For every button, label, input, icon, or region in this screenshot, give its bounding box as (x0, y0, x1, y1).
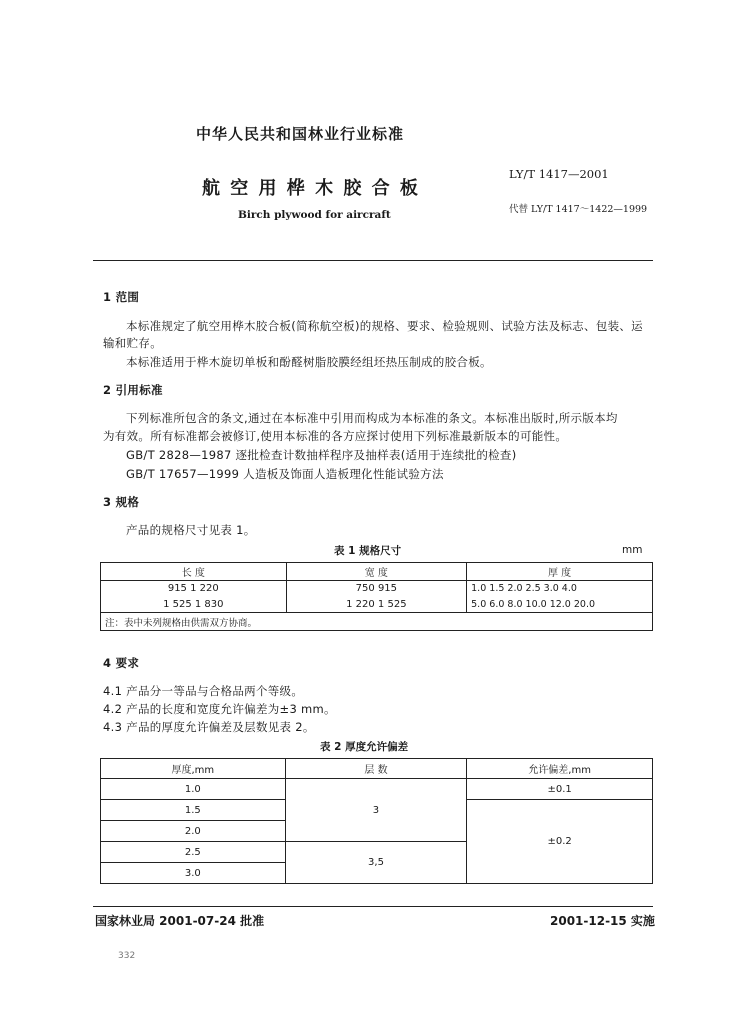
section-1-heading: 1 范围 (103, 290, 140, 304)
table-cell: 1.0 (101, 779, 286, 800)
table-2-header-thickness: 厚度,mm (101, 759, 286, 779)
table-cell: 3.0 (101, 863, 286, 884)
section-3-heading: 3 规格 (103, 495, 140, 509)
clause-4-2: 4.2 产品的长度和宽度允许偏差为±3 mm。 (103, 702, 336, 716)
table-2 (100, 758, 653, 884)
table-cell: 750 915 (286, 581, 467, 597)
table-1-unit: mm (622, 544, 643, 556)
clause-4-3: 4.3 产品的厚度允许偏差及层数见表 2。 (103, 720, 315, 734)
replaces-note: 代替 LY/T 1417～1422—1999 (509, 204, 648, 215)
table-1-header-width: 宽 度 (286, 563, 467, 581)
table-cell: 5.0 6.0 8.0 10.0 12.0 20.0 (467, 597, 653, 613)
table-2-header-tolerance: 允许偏差,mm (467, 759, 653, 779)
page-number: 332 (118, 951, 136, 961)
section-2-para-1a: 下列标准所包含的条文,通过在本标准中引用而构成为本标准的条文。本标准出版时,所示版本均 (126, 411, 618, 425)
table-cell: 1 525 1 830 (101, 597, 287, 613)
table-cell: ±0.2 (467, 800, 653, 884)
approval-date: 国家林业局 2001-07-24 批准 (95, 914, 265, 928)
reference-gb17657: GB/T 17657—1999 人造板及饰面人造板理化性能试验方法 (126, 467, 444, 481)
section-1-para-1a: 本标准规定了航空用桦木胶合板(简称航空板)的规格、要求、检验规则、试验方法及标志、包装、运 (126, 319, 643, 333)
table-2-header-layers: 层 数 (285, 759, 467, 779)
standard-code: LY/T 1417—2001 (509, 167, 609, 181)
table-1 (100, 562, 653, 631)
table-cell: 1.5 (101, 800, 286, 821)
section-1-para-1b: 输和贮存。 (103, 336, 162, 350)
section-2-heading: 2 引用标准 (103, 383, 163, 397)
clause-4-1: 4.1 产品分一等品与合格品两个等级。 (103, 684, 304, 698)
english-title: Birch plywood for aircraft (238, 209, 391, 221)
footer-rule (93, 906, 653, 907)
section-4-heading: 4 要求 (103, 656, 140, 670)
document-title: 航 空 用 桦 木 胶 合 板 (202, 178, 420, 199)
table-1-caption: 表 1 规格尺寸 (334, 545, 402, 557)
section-1-para-2: 本标准适用于桦木旋切单板和酚醛树脂胶膜经组坯热压制成的胶合板。 (126, 355, 492, 369)
section-3-para: 产品的规格尺寸见表 1。 (126, 523, 256, 537)
reference-gb2828: GB/T 2828—1987 逐批检查计数抽样程序及抽样表(适用于连续批的检查) (126, 448, 517, 462)
table-cell: 1 220 1 525 (286, 597, 467, 613)
table-cell: 915 1 220 (101, 581, 287, 597)
table-cell: ±0.1 (467, 779, 653, 800)
header-rule (93, 260, 653, 261)
table-cell: 2.5 (101, 842, 286, 863)
standard-org-title: 中华人民共和国林业行业标准 (196, 125, 405, 143)
table-cell: 2.0 (101, 821, 286, 842)
table-1-header-thickness: 厚 度 (467, 563, 653, 581)
table-cell: 1.0 1.5 2.0 2.5 3.0 4.0 (467, 581, 653, 597)
table-2-caption: 表 2 厚度允许偏差 (320, 741, 409, 753)
table-cell: 3 (285, 779, 467, 842)
table-cell: 3,5 (285, 842, 467, 884)
table-1-header-length: 长 度 (101, 563, 287, 581)
section-2-para-1b: 为有效。所有标准都会被修订,使用本标准的各方应探讨使用下列标准最新版本的可能性。 (103, 429, 568, 443)
implementation-date: 2001-12-15 实施 (550, 914, 655, 928)
table-1-note: 注：表中未列规格由供需双方协商。 (101, 613, 653, 631)
